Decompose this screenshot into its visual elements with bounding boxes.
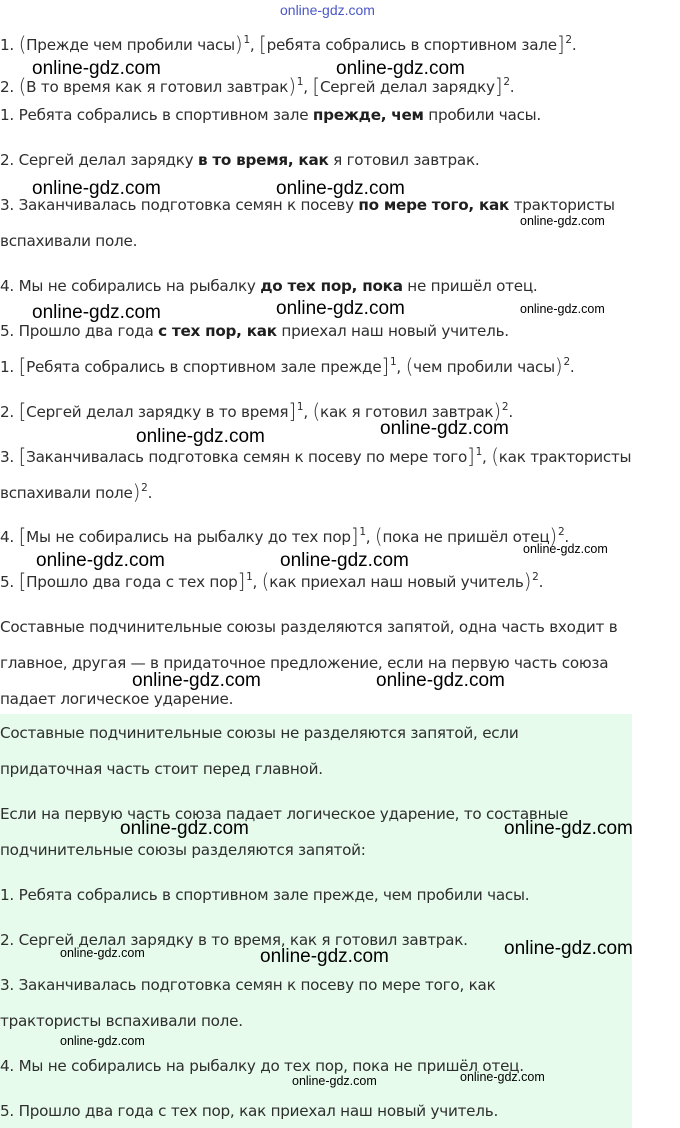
green-line-9: 4. Мы не собирались на рыбалку до тех пор, пока не пришёл отец. — [0, 1057, 524, 1075]
watermark: online-gdz.com — [32, 58, 161, 79]
schema2-line-5: 5. [Прошло два года с тех пор]$^1$, (как приехал наш новый учитель)$^2$. — [0, 569, 544, 593]
watermark: online-gdz.com — [32, 302, 161, 323]
sentence-line-4: 4. Мы не собирались на рыбалку до тех пор, пока не пришёл отец. — [0, 277, 538, 295]
green-line-5: 1. Ребята собрались в спортивном зале прежде, чем пробили часы. — [0, 886, 530, 904]
green-line-10: 5. Прошло два года с тех пор, как приехал наш новый учитель. — [0, 1102, 499, 1120]
schema2-line-3: 3. [Заканчивалась подготовка семян к посеву по мере того]$^1$, (как трактористы — [0, 444, 632, 468]
watermark: online-gdz.com — [132, 670, 261, 691]
watermark: online-gdz.com — [276, 298, 405, 319]
green-line-4: подчинительные союзы разделяются запятой: — [0, 841, 366, 859]
watermark: online-gdz.com — [136, 426, 265, 447]
watermark: online-gdz.com — [520, 214, 605, 228]
green-line-7: 3. Заканчивалась подготовка семян к посеву по мере того, как — [0, 976, 496, 994]
watermark: online-gdz.com — [36, 550, 165, 571]
watermark: online-gdz.com — [260, 946, 389, 967]
sentence-line-3: 3. Заканчивалась подготовка семян к посеву по мере того, как трактористы — [0, 196, 615, 214]
watermark: online-gdz.com — [336, 58, 465, 79]
watermark: online-gdz.com — [523, 542, 608, 556]
watermark: online-gdz.com — [380, 418, 509, 439]
watermark: online-gdz.com — [460, 1070, 545, 1084]
rule-para-3: падает логическое ударение. — [0, 690, 234, 708]
sentence-line-5: 5. Прошло два года с тех пор, как приехал наш новый учитель. — [0, 322, 509, 340]
watermark: online-gdz.com — [60, 1034, 145, 1048]
schema-line-1: 1. (Прежде чем пробили часы)$^1$, [ребята собрались в спортивном зале]$^2$. — [0, 32, 577, 56]
schema2-line-3b: вспахивали поле)$^2$. — [0, 480, 153, 504]
schema2-line-2: 2. [Сергей делал зарядку в то время]$^1$, (как я готовил завтрак)$^2$. — [0, 399, 513, 423]
watermark: online-gdz.com — [120, 818, 249, 839]
green-line-8: трактористы вспахивали поле. — [0, 1012, 243, 1030]
sentence-line-3b: вспахивали поле. — [0, 232, 138, 250]
watermark: online-gdz.com — [504, 938, 633, 959]
green-line-6: 2. Сергей делал зарядку в то время, как я готовил завтрак. — [0, 931, 468, 949]
schema2-line-4: 4. [Мы не собирались на рыбалку до тех пор]$^1$, (пока не пришёл отец)$^2$. — [0, 524, 569, 548]
watermark: online-gdz.com — [520, 302, 605, 316]
watermark: online-gdz.com — [32, 178, 161, 199]
rule-para-2: главное, другая — в придаточное предложение, если на первую часть союза — [0, 654, 609, 672]
sentence-line-1: 1. Ребята собрались в спортивном зале прежде, чем пробили часы. — [0, 106, 541, 124]
watermark: online-gdz.com — [292, 1074, 377, 1088]
watermark-top: online-gdz.com — [280, 2, 375, 18]
sentence-line-2: 2. Сергей делал зарядку в то время, как я готовил завтрак. — [0, 151, 480, 169]
green-line-3: Если на первую часть союза падает логическое ударение, то составные — [0, 805, 569, 823]
green-line-2: придаточная часть стоит перед главной. — [0, 760, 323, 778]
watermark: online-gdz.com — [280, 550, 409, 571]
watermark: online-gdz.com — [504, 818, 633, 839]
schema-line-2: 2. (В то время как я готовил завтрак)$^1$, [Сергей делал зарядку]$^2$. — [0, 74, 515, 98]
watermark: online-gdz.com — [60, 946, 145, 960]
schema2-line-1: 1. [Ребята собрались в спортивном зале прежде]$^1$, (чем пробили часы)$^2$. — [0, 354, 575, 378]
rule-para-1: Составные подчинительные союзы разделяются запятой, одна часть входит в — [0, 618, 618, 636]
green-line-1: Составные подчинительные союзы не разделяются запятой, если — [0, 724, 519, 742]
watermark: online-gdz.com — [276, 178, 405, 199]
watermark: online-gdz.com — [376, 670, 505, 691]
